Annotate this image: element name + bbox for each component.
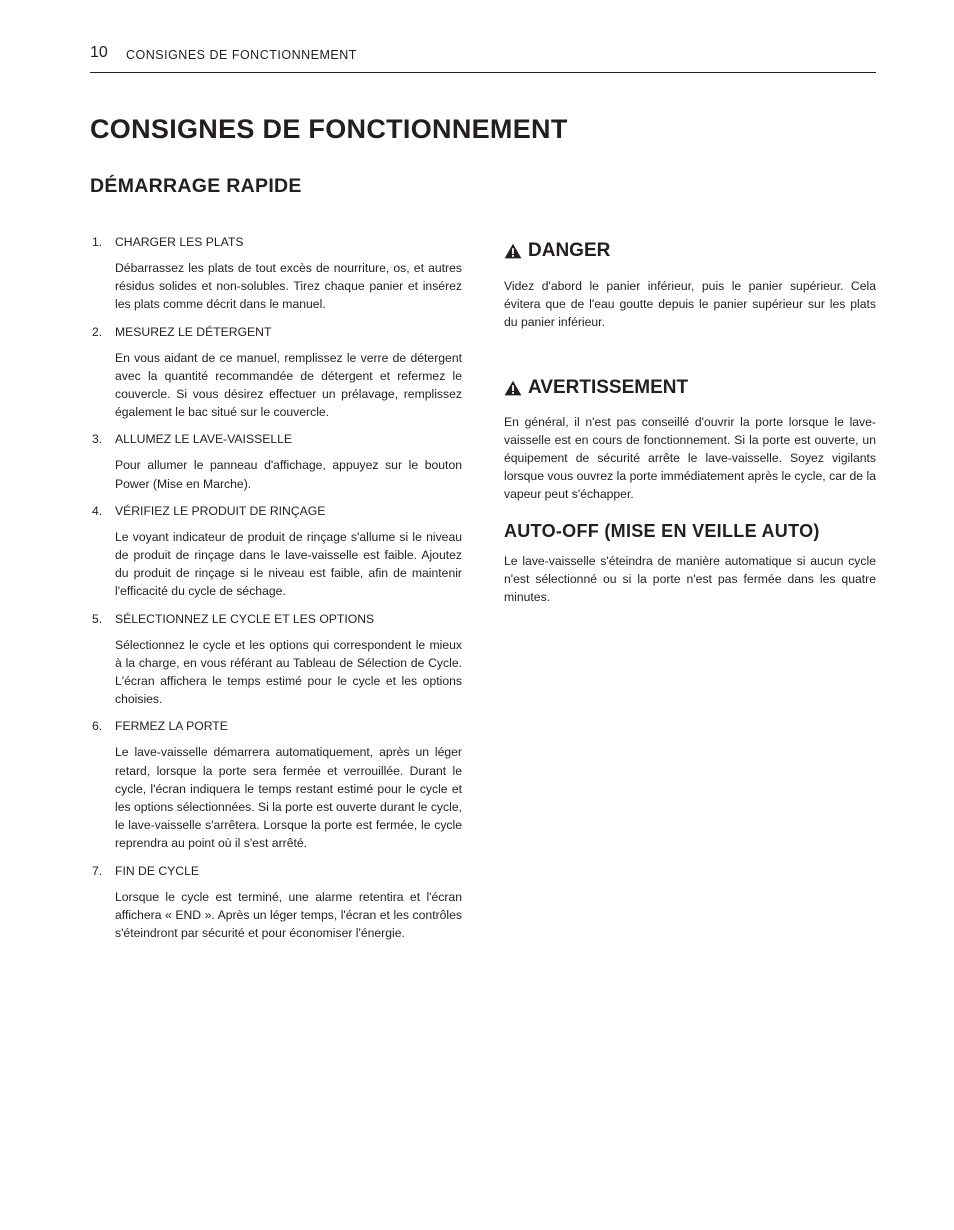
step-number: 6. (92, 719, 103, 734)
step-item (92, 610, 462, 709)
right-column (504, 240, 876, 606)
step-label: MESUREZ LE DÉTERGENT (115, 324, 272, 339)
step-item (92, 233, 462, 314)
step-number: 4. (92, 503, 103, 518)
step-description: Le lave-vaisselle démarrera automatiquement, après un léger retard, lorsque la porte sera fermée et verrouillée. Durant le cycle, l'écran indiquera le temps restant estimé pour le cycle et les options sélectionnées. Si la porte est ouverte durant le cycle, le lave-vaisselle s'arrêtera. Lorsque la porte est fermée, le cycle reprendra au point où il s'est arrêté. (115, 745, 462, 851)
step-description: Sélectionnez le cycle et les options qui correspondent le mieux à la charge, en vous référant au Tableau de Sélection de Cycle. L'écran affichera le temps estimé pour le cycle et les options choisies. (115, 637, 462, 707)
step-label: FERMEZ LA PORTE (115, 719, 228, 734)
danger-section (504, 240, 876, 332)
step-item (92, 717, 462, 852)
page-header (90, 44, 876, 73)
warning-triangle-icon (504, 243, 522, 259)
running-title: CONSIGNES DE FONCTIONNEMENT (126, 48, 357, 62)
step-number: 5. (92, 611, 103, 626)
step-number: 2. (92, 324, 103, 339)
step-item (92, 323, 462, 422)
warning-heading-text: AVERTISSEMENT (528, 376, 689, 398)
step-item (92, 862, 462, 943)
step-label: VÉRIFIEZ LE PRODUIT DE RINÇAGE (115, 503, 326, 518)
step-description: En vous aidant de ce manuel, remplissez le verre de détergent avec la quantité recommandée de détergent et refermez le couvercle. Si vous désirez effectuer un prélavage, remplissez également le bac situé sur le couvercle. (115, 350, 462, 420)
step-description: Le voyant indicateur de produit de rinçage s'allume si le niveau de produit de rinçage dans le lave-vaisselle est faible. Ajoutez du produit de rinçage si le niveau est faible, afin de maintenir l'efficacité du cycle de séchage. (115, 529, 462, 599)
step-label: CHARGER LES PLATS (115, 235, 244, 249)
step-label: FIN DE CYCLE (115, 863, 199, 878)
step-label: ALLUMEZ LE LAVE-VAISSELLE (115, 432, 293, 447)
page-title: CONSIGNES DE FONCTIONNEMENT (90, 114, 568, 144)
warning-text: En général, il n'est pas conseillé d'ouvrir la porte lorsque le lave-vaisselle est en cours de fonctionnement. Si la porte est ouverte, un équipement de sécurité arrête le lave-vaisselle. Soyez vigilants lorsque vous ouvrez la porte immédiatement après le cycle, car de la vapeur peut s'échapper. (504, 414, 876, 502)
step-description: Pour allumer le panneau d'affichage, appuyez sur le bouton Power (Mise en Marche). (115, 458, 462, 491)
auto-off-section (504, 521, 876, 607)
step-number: 1. (92, 235, 103, 249)
warning-heading (504, 377, 876, 399)
warning-triangle-icon (504, 380, 522, 396)
step-description: Lorsque le cycle est terminé, une alarme retentira et l'écran affichera « END ». Après un léger temps, l'écran et les contrôles s'éteindront par sécurité et pour économiser l'énergie. (115, 889, 462, 941)
step-number: 3. (92, 432, 103, 447)
danger-heading (504, 240, 876, 262)
step-item (92, 502, 462, 601)
step-label: SÉLECTIONNEZ LE CYCLE ET LES OPTIONS (115, 611, 375, 626)
step-description: Débarrassez les plats de tout excès de nourriture, os, et autres résidus solides et non-solubles. Tirez chaque panier et insérez les plats comme décrit dans le manuel. (115, 261, 462, 312)
warning-section (504, 377, 876, 504)
auto-off-heading: AUTO-OFF (MISE EN VEILLE AUTO) (504, 520, 820, 541)
step-number: 7. (92, 863, 103, 878)
step-item (92, 430, 462, 492)
quick-start-steps (92, 233, 462, 951)
danger-text: Videz d'abord le panier inférieur, puis le panier supérieur. Cela évitera que de l'eau goutte depuis le panier supérieur sur les plats du panier inférieur. (504, 279, 876, 330)
auto-off-text: Le lave-vaisselle s'éteindra de manière automatique si aucun cycle n'est sélectionné ou si la porte n'est pas fermée dans les quatre minutes. (504, 553, 876, 605)
page-number: 10 (90, 44, 108, 61)
danger-heading-text: DANGER (528, 240, 611, 261)
section-title-quick-start: DÉMARRAGE RAPIDE (90, 175, 302, 197)
